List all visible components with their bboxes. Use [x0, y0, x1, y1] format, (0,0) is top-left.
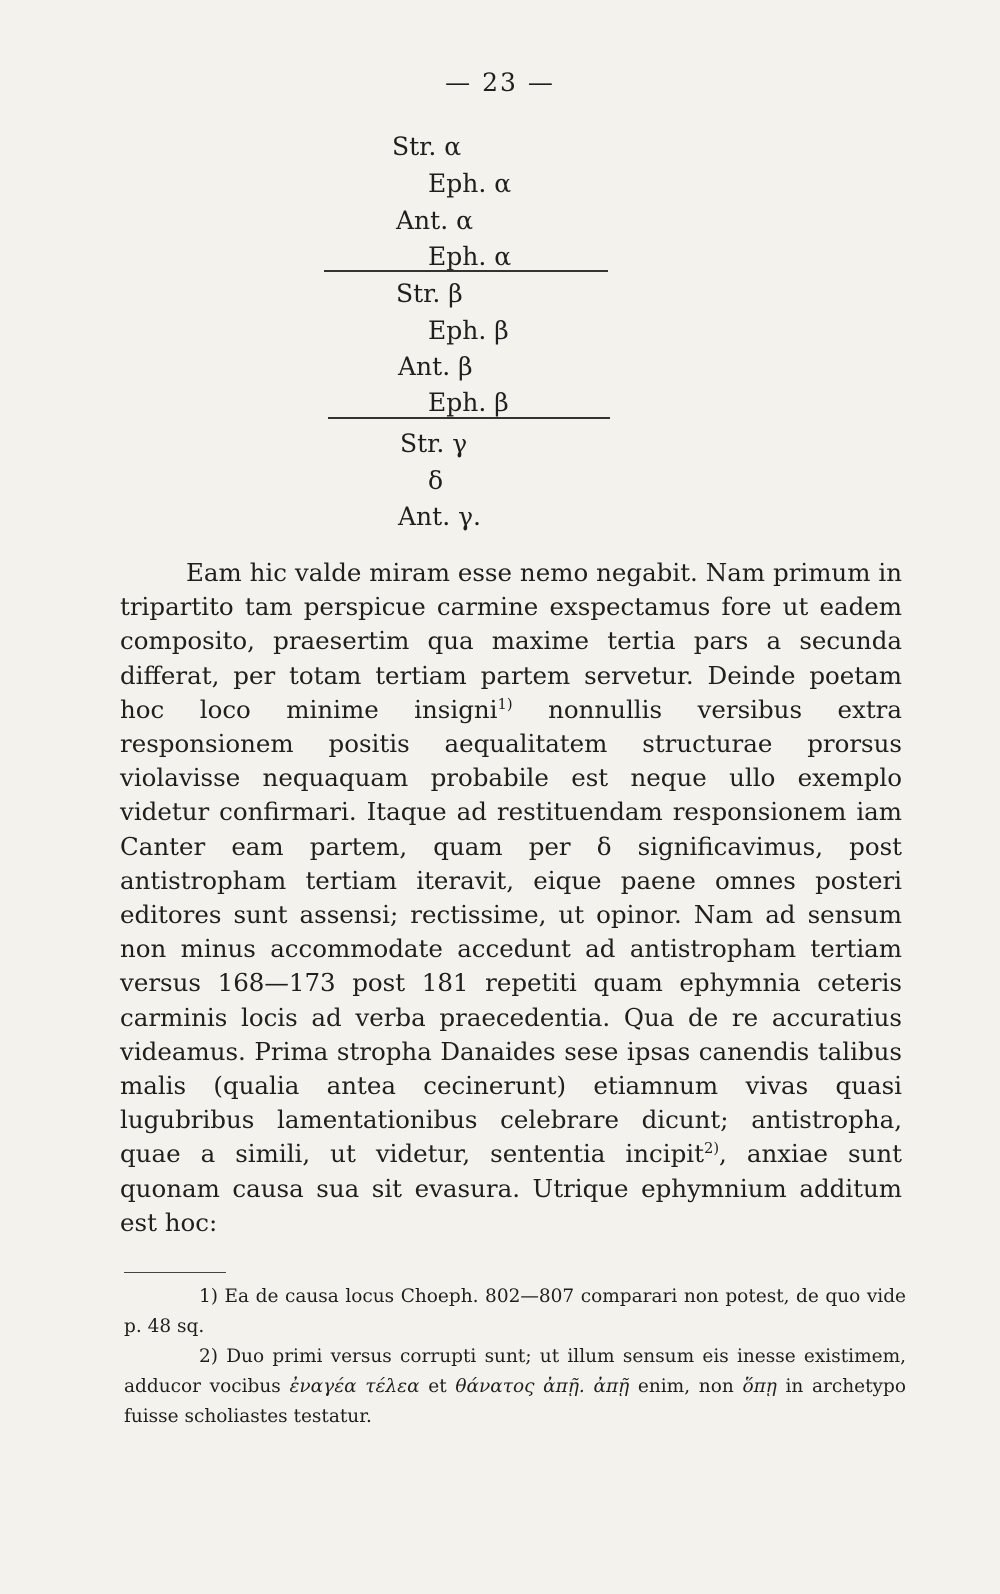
footnote-2-text-b: et	[419, 1376, 456, 1397]
footnote-2-text-a: 2) Duo primi versus corrupti sunt; ut illum sensum eis inesse existimem, adducor vocibus	[124, 1346, 906, 1397]
footnote-2-text-c: enim, non	[629, 1376, 743, 1397]
footnote-1: 1) Ea de causa locus Choeph. 802—807 comparari non potest, de quo vide p. 48 sq.	[124, 1286, 906, 1337]
scheme-line-eph-alpha-2: Eph. α	[428, 242, 512, 271]
footnote-ref-2[interactable]: 2)	[703, 1140, 720, 1158]
paragraph-text: Eam hic valde miram esse nemo negabit. Nam primum in tripartito tam perspicue carmine exspectamus fore ut eadem composito, praesertim qua maxime tertia pars a secunda differat, per totam tertiam partem servetur. Deinde poetam hoc loco minime insigni	[120, 558, 902, 724]
scheme-line-str-gamma: Str. γ	[400, 429, 468, 458]
scheme-line-ant-gamma: Ant. γ.	[398, 502, 481, 531]
footnote-2-greek-3: ὅπῃ	[742, 1376, 777, 1397]
footnote-2	[124, 1342, 906, 1432]
scheme-line-ant-alpha: Ant. α	[396, 206, 473, 235]
scheme-line-eph-beta-2: Eph. β	[428, 388, 509, 417]
paragraph-text-cont: nonnullis versibus extra responsionem positis aequalitatem structurae prorsus violavisse nequaquam probabile est neque ullo exemplo videtur confirmari. Itaque ad restituendam responsionem iam Canter eam partem, quam per δ significavimus, post antistropham tertiam iteravit, eique paene omnes posteri editores sunt assensi; rectissime, ut opinor. Nam ad sensum non minus accommodate accedunt ad antistropham tertiam versus 168—173 post 181 repetiti quam ephymnia ceteris carminis locis ad verba praecedentia. Qua de re accuratius videamus. Prima stropha Danaides sese ipsas canendis talibus malis (qualia antea cecinerunt) etiamnum vivas quasi lugubribus lamentationibus celebrare dicunt; antistropha, quae a simili, ut videtur, sententia incipit	[120, 694, 902, 1169]
body-paragraph	[120, 556, 902, 1240]
footnote-ref-1[interactable]: 1)	[497, 695, 513, 713]
main-text	[120, 556, 902, 1240]
footnote-separator	[124, 1272, 226, 1273]
scheme-line-ant-beta: Ant. β	[398, 352, 473, 381]
footnote-2-greek-1: ἐναγέα τέλεα	[289, 1376, 420, 1397]
footnote-2-text-d: in archetypo fuisse scholiastes testatur.	[124, 1376, 906, 1427]
scheme-line-str-beta: Str. β	[396, 279, 463, 308]
scheme-line-delta: δ	[428, 466, 444, 495]
footnote-2-greek-2: θάνατος ἀπῇ. ἀπῇ	[455, 1376, 630, 1397]
scheme-line-eph-beta-1: Eph. β	[428, 316, 509, 345]
scheme-rule-2	[328, 417, 610, 419]
page-number: — 23 —	[445, 68, 555, 97]
footnotes	[124, 1282, 906, 1432]
scheme-rule-1	[324, 270, 608, 272]
scheme-line-eph-alpha-1: Eph. α	[428, 169, 512, 198]
paragraph-text-end: , anxiae sunt quonam causa sua sit evasura. Utrique ephymnium additum est hoc:	[120, 1139, 902, 1237]
scheme-line-str-alpha: Str. α	[392, 132, 462, 161]
